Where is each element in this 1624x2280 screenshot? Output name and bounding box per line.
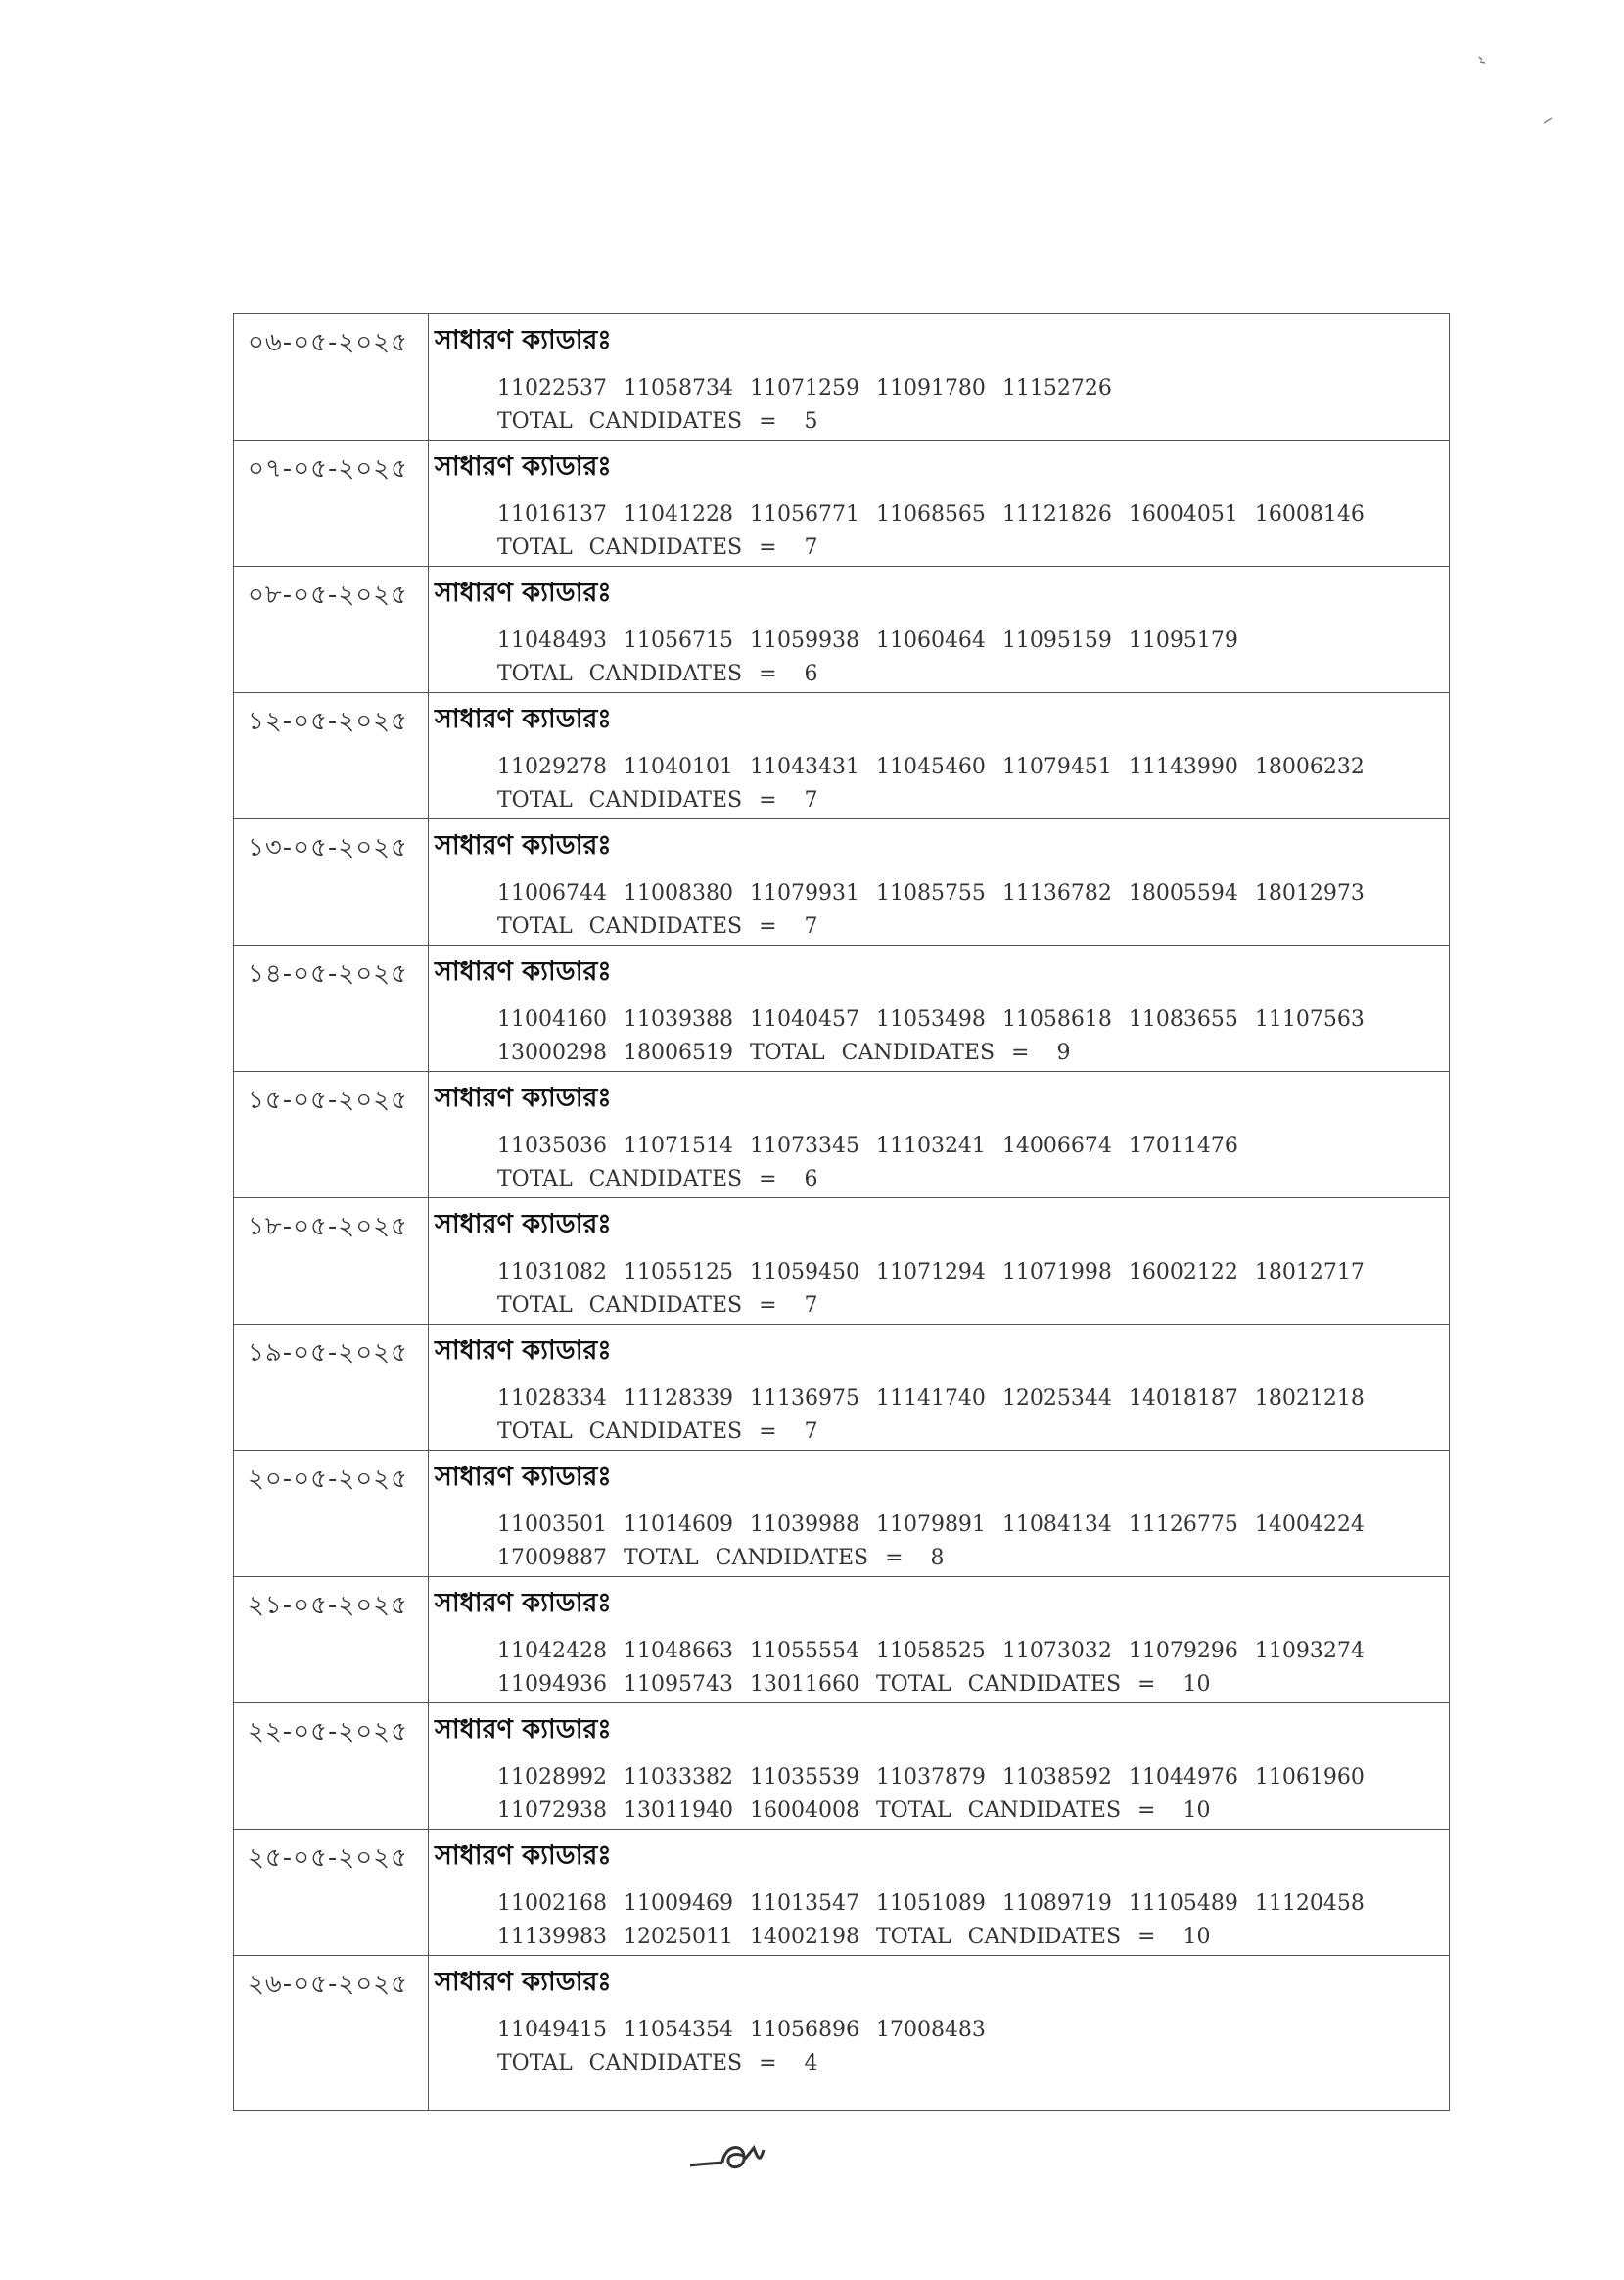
- candidate-id: 13011940: [623, 1798, 733, 1823]
- candidates-cell: [429, 314, 1450, 441]
- candidates-cell: [429, 1072, 1450, 1198]
- total-count: 7: [804, 914, 818, 939]
- date-cell: [234, 1325, 429, 1451]
- candidate-id: 11068565: [875, 502, 986, 527]
- cadre-heading: সাধারণ ক্যাডারঃ: [435, 578, 612, 608]
- total-count: 10: [1183, 1925, 1211, 1949]
- candidate-id: 16004051: [1128, 502, 1238, 527]
- candidate-id-list: [429, 743, 1449, 817]
- total-label: TOTAL CANDIDATES =: [497, 535, 777, 560]
- schedule-row: [234, 1325, 1450, 1451]
- candidate-id: 18006232: [1254, 755, 1365, 779]
- cadre-heading: সাধারণ ক্যাডারঃ: [435, 1335, 612, 1366]
- candidate-id: 11079931: [749, 881, 859, 906]
- candidate-id-list: [429, 1627, 1449, 1701]
- total-candidates: [876, 1925, 1211, 1949]
- candidate-id: 11038592: [1001, 1765, 1112, 1790]
- handwritten-page-number: [685, 2134, 803, 2183]
- candidate-id-list: [429, 1501, 1449, 1575]
- candidate-id: 11120458: [1254, 1891, 1365, 1916]
- candidate-id: 11121826: [1001, 502, 1112, 527]
- candidate-id: 11107563: [1254, 1007, 1365, 1032]
- candidate-id: 13000298: [497, 1041, 607, 1065]
- candidate-id: 11054354: [623, 2018, 733, 2042]
- total-label: TOTAL CANDIDATES =: [497, 2051, 777, 2075]
- candidate-id: 16004008: [749, 1798, 859, 1823]
- candidates-cell: [429, 1451, 1450, 1577]
- total-count: 7: [804, 535, 818, 560]
- candidate-id: 11058734: [623, 376, 733, 400]
- candidate-id: 11035036: [497, 1134, 607, 1158]
- cadre-heading: সাধারণ ক্যাডারঃ: [435, 1967, 612, 1997]
- candidates-cell: [429, 1325, 1450, 1451]
- candidate-id-list: [429, 1753, 1449, 1828]
- total-label: TOTAL CANDIDATES =: [875, 1925, 1156, 1949]
- total-label: TOTAL CANDIDATES =: [875, 1798, 1156, 1823]
- candidate-id: 11048493: [497, 628, 607, 653]
- date-cell: [234, 819, 429, 946]
- candidate-id: 11031082: [497, 1260, 607, 1284]
- date-cell: [234, 441, 429, 567]
- candidate-id: 14018187: [1128, 1386, 1238, 1411]
- candidate-id: 16002122: [1128, 1260, 1238, 1284]
- candidate-id: 11056896: [749, 2018, 859, 2042]
- total-candidates: [497, 409, 818, 434]
- candidate-id: 11126775: [1128, 1512, 1238, 1537]
- cadre-heading: সাধারণ ক্যাডারঃ: [435, 1083, 612, 1113]
- candidate-id: 11139983: [497, 1925, 607, 1949]
- total-candidates: [497, 1419, 818, 1444]
- candidate-id: 11095159: [1001, 628, 1112, 653]
- candidate-id: 11035539: [749, 1765, 859, 1790]
- candidate-id: 11037879: [875, 1765, 986, 1790]
- candidate-id-list: [429, 490, 1449, 565]
- candidates-cell: [429, 567, 1450, 693]
- candidate-id-list: [429, 996, 1449, 1070]
- candidate-id-list: [429, 2006, 1449, 2080]
- candidate-id: 11043431: [749, 755, 859, 779]
- candidate-id: 11006744: [497, 881, 607, 906]
- candidate-id: 11059938: [749, 628, 859, 653]
- candidates-cell: [429, 946, 1450, 1072]
- date-cell: [234, 1830, 429, 1956]
- candidate-id: 11079296: [1128, 1639, 1238, 1663]
- cadre-heading: সাধারণ ক্যাডারঃ: [435, 451, 612, 482]
- candidate-id: 11014609: [623, 1512, 733, 1537]
- candidate-id: 11128339: [623, 1386, 733, 1411]
- candidates-cell: [429, 1830, 1450, 1956]
- candidate-id: 11055125: [623, 1260, 733, 1284]
- candidate-id: 11008380: [623, 881, 733, 906]
- candidate-id: 11003501: [497, 1512, 607, 1537]
- candidates-cell: [429, 693, 1450, 819]
- total-label: TOTAL CANDIDATES =: [623, 1546, 904, 1570]
- total-label: TOTAL CANDIDATES =: [875, 1672, 1156, 1697]
- date-text: ২৫-০৫-২০২৫: [248, 1843, 408, 1873]
- date-cell: [234, 1451, 429, 1577]
- date-text: ২১-০৫-২০২৫: [248, 1591, 408, 1620]
- candidate-id-list: [429, 869, 1449, 944]
- candidate-id-list: [429, 364, 1449, 439]
- total-label: TOTAL CANDIDATES =: [497, 914, 777, 939]
- cadre-heading: সাধারণ ক্যাডারঃ: [435, 1588, 612, 1618]
- date-text: ১৫-০৫-২০২৫: [248, 1086, 408, 1115]
- candidate-id: 11051089: [875, 1891, 986, 1916]
- total-count: 10: [1183, 1798, 1211, 1823]
- candidate-id: 16008146: [1254, 502, 1365, 527]
- schedule-row: [234, 1198, 1450, 1325]
- candidate-id: 11071514: [623, 1134, 733, 1158]
- candidate-id: 11071294: [875, 1260, 986, 1284]
- candidate-id: 11136782: [1001, 881, 1112, 906]
- candidate-id: 14002198: [749, 1925, 859, 1949]
- candidate-id: 11039388: [623, 1007, 733, 1032]
- candidate-id: 11040101: [623, 755, 733, 779]
- cadre-heading: সাধারণ ক্যাডারঃ: [435, 830, 612, 861]
- candidate-id: 18012717: [1254, 1260, 1365, 1284]
- date-cell: [234, 946, 429, 1072]
- schedule-row: [234, 1703, 1450, 1830]
- total-candidates: [497, 662, 818, 686]
- candidate-id: 11093274: [1254, 1639, 1365, 1663]
- cadre-heading: সাধারণ ক্যাডারঃ: [435, 956, 612, 987]
- schedule-rows: [234, 314, 1450, 2111]
- scan-speck: [1542, 116, 1555, 125]
- candidate-id: 13011660: [749, 1672, 859, 1697]
- date-cell: [234, 567, 429, 693]
- schedule-table: [233, 313, 1450, 2111]
- candidate-id: 14006674: [1001, 1134, 1112, 1158]
- candidate-id: 18005594: [1128, 881, 1238, 906]
- candidate-id: 11095179: [1128, 628, 1238, 653]
- total-candidates: [497, 2051, 818, 2075]
- candidate-id: 11040457: [749, 1007, 859, 1032]
- cadre-heading: সাধারণ ক্যাডারঃ: [435, 1209, 612, 1239]
- candidate-id: 18006519: [623, 1041, 733, 1065]
- cadre-heading: সাধারণ ক্যাডারঃ: [435, 1714, 612, 1745]
- schedule-row: [234, 441, 1450, 567]
- candidate-id: 11083655: [1128, 1007, 1238, 1032]
- candidate-id: 11136975: [749, 1386, 859, 1411]
- schedule-row: [234, 1072, 1450, 1198]
- total-label: TOTAL CANDIDATES =: [497, 662, 777, 686]
- candidate-id-list: [429, 1248, 1449, 1323]
- candidate-id: 11089719: [1001, 1891, 1112, 1916]
- candidate-id: 11095743: [623, 1672, 733, 1697]
- total-candidates: [497, 914, 818, 939]
- candidate-id: 11094936: [497, 1672, 607, 1697]
- candidate-id: 12025011: [623, 1925, 733, 1949]
- candidate-id: 11061960: [1254, 1765, 1365, 1790]
- candidate-id: 11105489: [1128, 1891, 1238, 1916]
- candidate-id: 11048663: [623, 1639, 733, 1663]
- date-cell: [234, 1703, 429, 1830]
- schedule-row: [234, 1956, 1450, 2111]
- candidate-id: 11053498: [875, 1007, 986, 1032]
- candidate-id: 11013547: [749, 1891, 859, 1916]
- date-text: ০৬-০৫-২০২৫: [248, 328, 408, 357]
- candidate-id: 11143990: [1128, 755, 1238, 779]
- candidate-id: 11044976: [1128, 1765, 1238, 1790]
- candidate-id-list: [429, 1374, 1449, 1449]
- candidate-id: 11152726: [1001, 376, 1112, 400]
- schedule-row: [234, 314, 1450, 441]
- scan-speck: [1473, 51, 1493, 70]
- total-count: 7: [804, 1419, 818, 1444]
- candidate-id: 11056771: [749, 502, 859, 527]
- candidate-id: 17011476: [1128, 1134, 1238, 1158]
- total-count: 7: [804, 1293, 818, 1318]
- candidate-id: 11058525: [875, 1639, 986, 1663]
- candidate-id: 11028992: [497, 1765, 607, 1790]
- candidate-id-list: [429, 1122, 1449, 1196]
- date-cell: [234, 1956, 429, 2111]
- total-count: 6: [804, 662, 818, 686]
- total-label: TOTAL CANDIDATES =: [497, 1167, 777, 1191]
- candidate-id: 18021218: [1254, 1386, 1365, 1411]
- date-cell: [234, 314, 429, 441]
- candidate-id: 11060464: [875, 628, 986, 653]
- candidate-id: 11058618: [1001, 1007, 1112, 1032]
- candidate-id: 11045460: [875, 755, 986, 779]
- candidate-id: 11033382: [623, 1765, 733, 1790]
- total-count: 5: [804, 409, 818, 434]
- candidates-cell: [429, 1198, 1450, 1325]
- candidate-id: 11073345: [749, 1134, 859, 1158]
- total-count: 4: [804, 2051, 818, 2075]
- candidate-id: 18012973: [1254, 881, 1365, 906]
- date-text: ১৯-০৫-২০২৫: [248, 1338, 408, 1368]
- candidate-id: 11002168: [497, 1891, 607, 1916]
- candidate-id: 11103241: [875, 1134, 986, 1158]
- schedule-row: [234, 567, 1450, 693]
- date-text: ০৭-০৫-২০২৫: [248, 454, 408, 484]
- candidate-id: 17009887: [497, 1546, 607, 1570]
- total-candidates: [876, 1798, 1211, 1823]
- date-text: ১৪-০৫-২০২৫: [248, 959, 408, 989]
- candidates-cell: [429, 1956, 1450, 2111]
- total-count: 6: [804, 1167, 818, 1191]
- candidate-id: 11085755: [875, 881, 986, 906]
- candidate-id-list: [429, 1880, 1449, 1954]
- candidate-id: 11041228: [623, 502, 733, 527]
- schedule-row: [234, 1830, 1450, 1956]
- total-label: TOTAL CANDIDATES =: [497, 1293, 777, 1318]
- candidate-id: 11079891: [875, 1512, 986, 1537]
- cadre-heading: সাধারণ ক্যাডারঃ: [435, 1462, 612, 1492]
- total-count: 10: [1183, 1672, 1211, 1697]
- date-text: ১২-০৫-২০২৫: [248, 707, 408, 736]
- total-candidates: [624, 1546, 945, 1570]
- candidate-id: 11009469: [623, 1891, 733, 1916]
- candidate-id: 11028334: [497, 1386, 607, 1411]
- candidate-id: 11055554: [749, 1639, 859, 1663]
- candidate-id: 11029278: [497, 755, 607, 779]
- total-candidates: [497, 535, 818, 560]
- date-text: ১৮-০৫-২০২৫: [248, 1212, 408, 1241]
- candidate-id: 11004160: [497, 1007, 607, 1032]
- date-text: ২৬-০৫-২০২৫: [248, 1970, 408, 1999]
- schedule-row: [234, 1451, 1450, 1577]
- candidate-id: 11073032: [1001, 1639, 1112, 1663]
- date-cell: [234, 1072, 429, 1198]
- candidate-id-list: [429, 617, 1449, 691]
- total-candidates: [497, 1293, 818, 1318]
- schedule-row: [234, 1577, 1450, 1703]
- candidate-id: 11022537: [497, 376, 607, 400]
- candidate-id: 12025344: [1001, 1386, 1112, 1411]
- total-label: TOTAL CANDIDATES =: [497, 788, 777, 813]
- cadre-heading: সাধারণ ক্যাডারঃ: [435, 325, 612, 355]
- candidate-id: 11071998: [1001, 1260, 1112, 1284]
- total-candidates: [876, 1672, 1211, 1697]
- cadre-heading: সাধারণ ক্যাডারঃ: [435, 1840, 612, 1871]
- candidate-id: 11141740: [875, 1386, 986, 1411]
- candidates-cell: [429, 819, 1450, 946]
- total-count: 8: [930, 1546, 945, 1570]
- date-cell: [234, 693, 429, 819]
- candidates-cell: [429, 441, 1450, 567]
- candidate-id: 11056715: [623, 628, 733, 653]
- candidate-id: 11072938: [497, 1798, 607, 1823]
- date-cell: [234, 1198, 429, 1325]
- cadre-heading: সাধারণ ক্যাডারঃ: [435, 704, 612, 734]
- date-cell: [234, 1577, 429, 1703]
- candidate-id: 11059450: [749, 1260, 859, 1284]
- total-count: 9: [1056, 1041, 1071, 1065]
- total-candidates: [497, 788, 818, 813]
- total-candidates: [497, 1167, 818, 1191]
- schedule-row: [234, 819, 1450, 946]
- total-label: TOTAL CANDIDATES =: [497, 1419, 777, 1444]
- total-candidates: [750, 1041, 1071, 1065]
- candidates-cell: [429, 1577, 1450, 1703]
- candidate-id: 17008483: [875, 2018, 986, 2042]
- total-count: 7: [804, 788, 818, 813]
- date-text: ০৮-০৫-২০২৫: [248, 581, 408, 610]
- candidate-id: 11091780: [875, 376, 986, 400]
- candidates-cell: [429, 1703, 1450, 1830]
- candidate-id: 11071259: [749, 376, 859, 400]
- schedule-row: [234, 693, 1450, 819]
- candidate-id: 11084134: [1001, 1512, 1112, 1537]
- candidate-id: 11039988: [749, 1512, 859, 1537]
- date-text: ২২-০৫-২০২৫: [248, 1717, 408, 1746]
- candidate-id: 11016137: [497, 502, 607, 527]
- total-label: TOTAL CANDIDATES =: [749, 1041, 1030, 1065]
- candidate-id: 11079451: [1001, 755, 1112, 779]
- candidate-id: 11049415: [497, 2018, 607, 2042]
- date-text: ২০-০৫-২০২৫: [248, 1465, 408, 1494]
- candidate-id: 11042428: [497, 1639, 607, 1663]
- candidate-id: 14004224: [1254, 1512, 1365, 1537]
- schedule-row: [234, 946, 1450, 1072]
- date-text: ১৩-০৫-২০২৫: [248, 833, 408, 862]
- total-label: TOTAL CANDIDATES =: [497, 409, 777, 434]
